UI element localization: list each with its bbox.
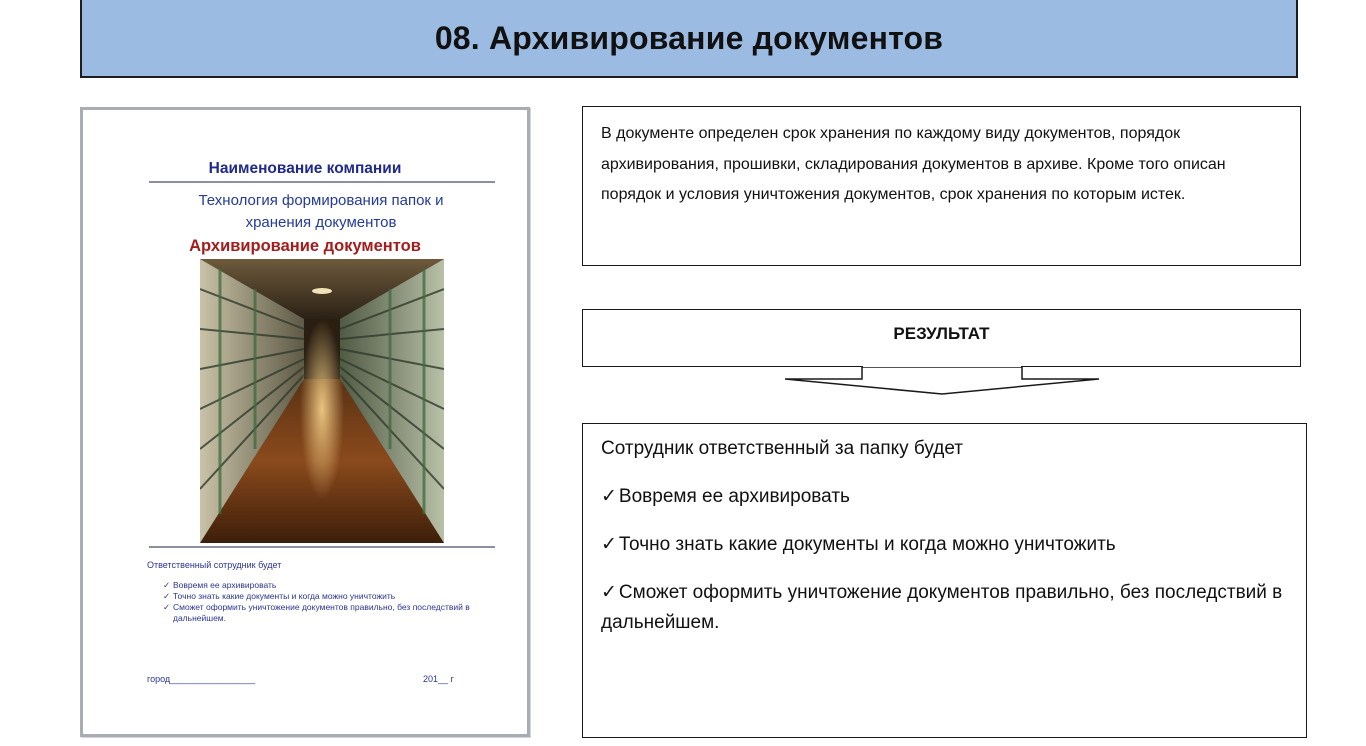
archive-title: Архивирование документов xyxy=(189,237,421,255)
down-arrow-icon xyxy=(782,363,1102,397)
title-bar xyxy=(80,0,1298,78)
document-subtitle-line2: хранения документов xyxy=(245,214,397,231)
check-icon: ✓ xyxy=(601,582,617,603)
outcome-box xyxy=(582,423,1307,738)
check-icon: ✓ xyxy=(601,534,617,555)
check-icon: ✓ xyxy=(163,591,171,601)
city-field: город_________________ xyxy=(147,674,256,684)
divider xyxy=(149,181,495,183)
outcome-item: ✓ Точно знать какие документы и когда можно уничтожить xyxy=(601,534,1116,555)
year-field: 201__ г xyxy=(423,674,454,684)
list-item: ✓ Сможет оформить уничтожение документов правильно, без последствий в дальнейшем. xyxy=(163,602,470,623)
list-item: ✓ Вовремя ее архивировать xyxy=(163,580,277,590)
outcome-item: ✓ Сможет оформить уничтожение документов правильно, без последствий в дальнейшем. xyxy=(601,582,1283,633)
list-item: ✓ Точно знать какие документы и когда можно уничтожить xyxy=(163,591,396,601)
result-box xyxy=(582,309,1301,367)
page-title: 08. Архивирование документов xyxy=(434,19,944,56)
outcome-intro: Сотрудник ответственный за папку будет xyxy=(601,438,963,459)
divider xyxy=(149,546,495,548)
result-label: РЕЗУЛЬТАТ xyxy=(893,324,990,343)
description-text: В документе определен срок хранения по каждому виду документов, порядок архивирования, прошивки, складирования документов в архиве. Кроме того описан порядок и условия уничтожения документов, срок хранения по которым истек. xyxy=(601,125,1226,203)
company-name: Наименование компании xyxy=(208,160,402,177)
document-duties-list xyxy=(163,580,513,624)
archive-shelves-photo xyxy=(200,259,444,543)
outcome-item: ✓ Вовремя ее архивировать xyxy=(601,486,850,507)
document-subtitle-line1: Технология формирования папок и xyxy=(198,192,444,209)
check-icon: ✓ xyxy=(163,580,171,590)
responsible-heading: Ответственный сотрудник будет xyxy=(147,560,282,570)
document-preview xyxy=(80,107,530,737)
check-icon: ✓ xyxy=(601,486,617,507)
description-box xyxy=(582,106,1301,266)
check-icon: ✓ xyxy=(163,602,171,612)
